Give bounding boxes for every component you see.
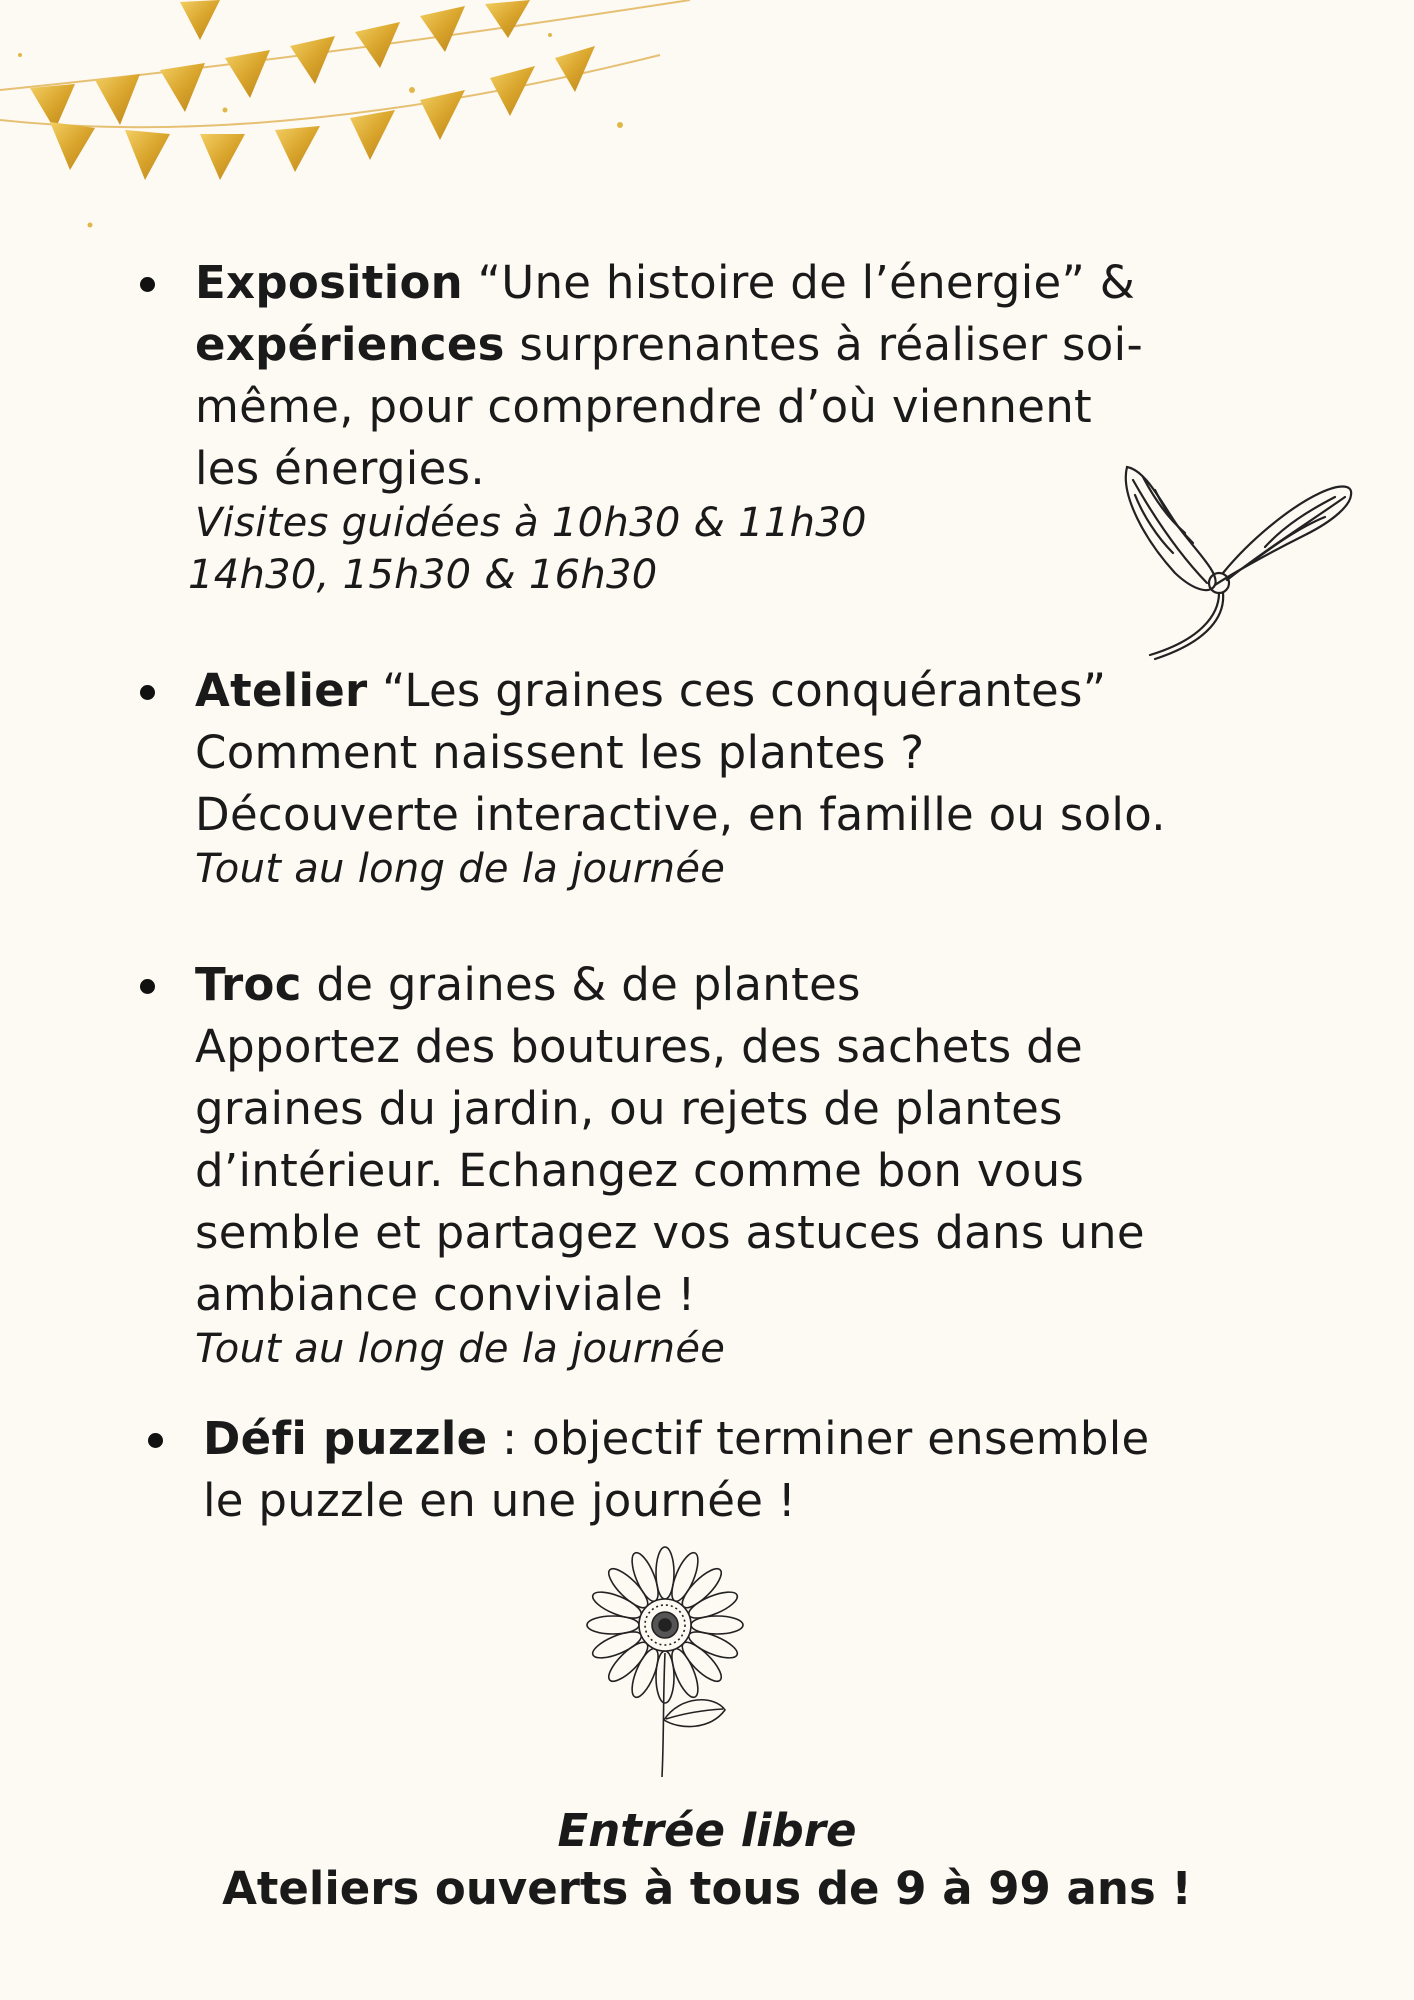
item-text: graines du jardin, ou rejets de plantes: [195, 1082, 1063, 1135]
item-schedule: Tout au long de la journée: [195, 1326, 726, 1372]
item-schedule: Visites guidées à 10h30 & 11h30: [195, 500, 867, 546]
item-text: “Une histoire de l’énergie” &: [477, 256, 1136, 309]
item-schedule: 14h30, 15h30 & 16h30: [188, 552, 658, 598]
item-text: : objectif terminer ensemble: [487, 1412, 1150, 1465]
item-title: Défi puzzle: [203, 1412, 488, 1465]
item-text: semble et partagez vos astuces dans une: [195, 1206, 1145, 1259]
item-text: les énergies.: [195, 442, 485, 495]
entry-free-text: [0, 1804, 1414, 1857]
workshops-info: Ateliers ouverts à tous de 9 à 99 ans !: [222, 1862, 1192, 1915]
bullet-icon: [148, 1433, 163, 1448]
maple-seed-icon: [1115, 455, 1365, 665]
item-title: Atelier: [195, 664, 368, 717]
item-emphasis: expériences: [195, 318, 505, 371]
item-text: ambiance conviviale !: [195, 1268, 696, 1321]
item-text: le puzzle en une journée !: [203, 1474, 797, 1527]
item-text: “Les graines ces conquérantes”: [382, 664, 1107, 717]
sunflower-icon: [580, 1545, 755, 1785]
bunting-garland-icon: [0, 0, 700, 240]
item-text: surprenantes à réaliser soi-: [519, 318, 1143, 371]
item-text: Comment naissent les plantes ?: [195, 726, 925, 779]
item-title: Troc: [195, 958, 302, 1011]
item-text: même, pour comprendre d’où viennent: [195, 380, 1092, 433]
item-text: de graines & de plantes: [316, 958, 861, 1011]
bullet-icon: [140, 277, 155, 292]
entry-free-label: Entrée libre: [557, 1804, 857, 1857]
item-title: Exposition: [195, 256, 463, 309]
item-text: Découverte interactive, en famille ou solo.: [195, 788, 1166, 841]
bullet-icon: [140, 685, 155, 700]
item-text: d’intérieur. Echangez comme bon vous: [195, 1144, 1085, 1197]
item-text: Apportez des boutures, des sachets de: [195, 1020, 1083, 1073]
bullet-icon: [140, 979, 155, 994]
item-schedule: Tout au long de la journée: [195, 846, 726, 892]
